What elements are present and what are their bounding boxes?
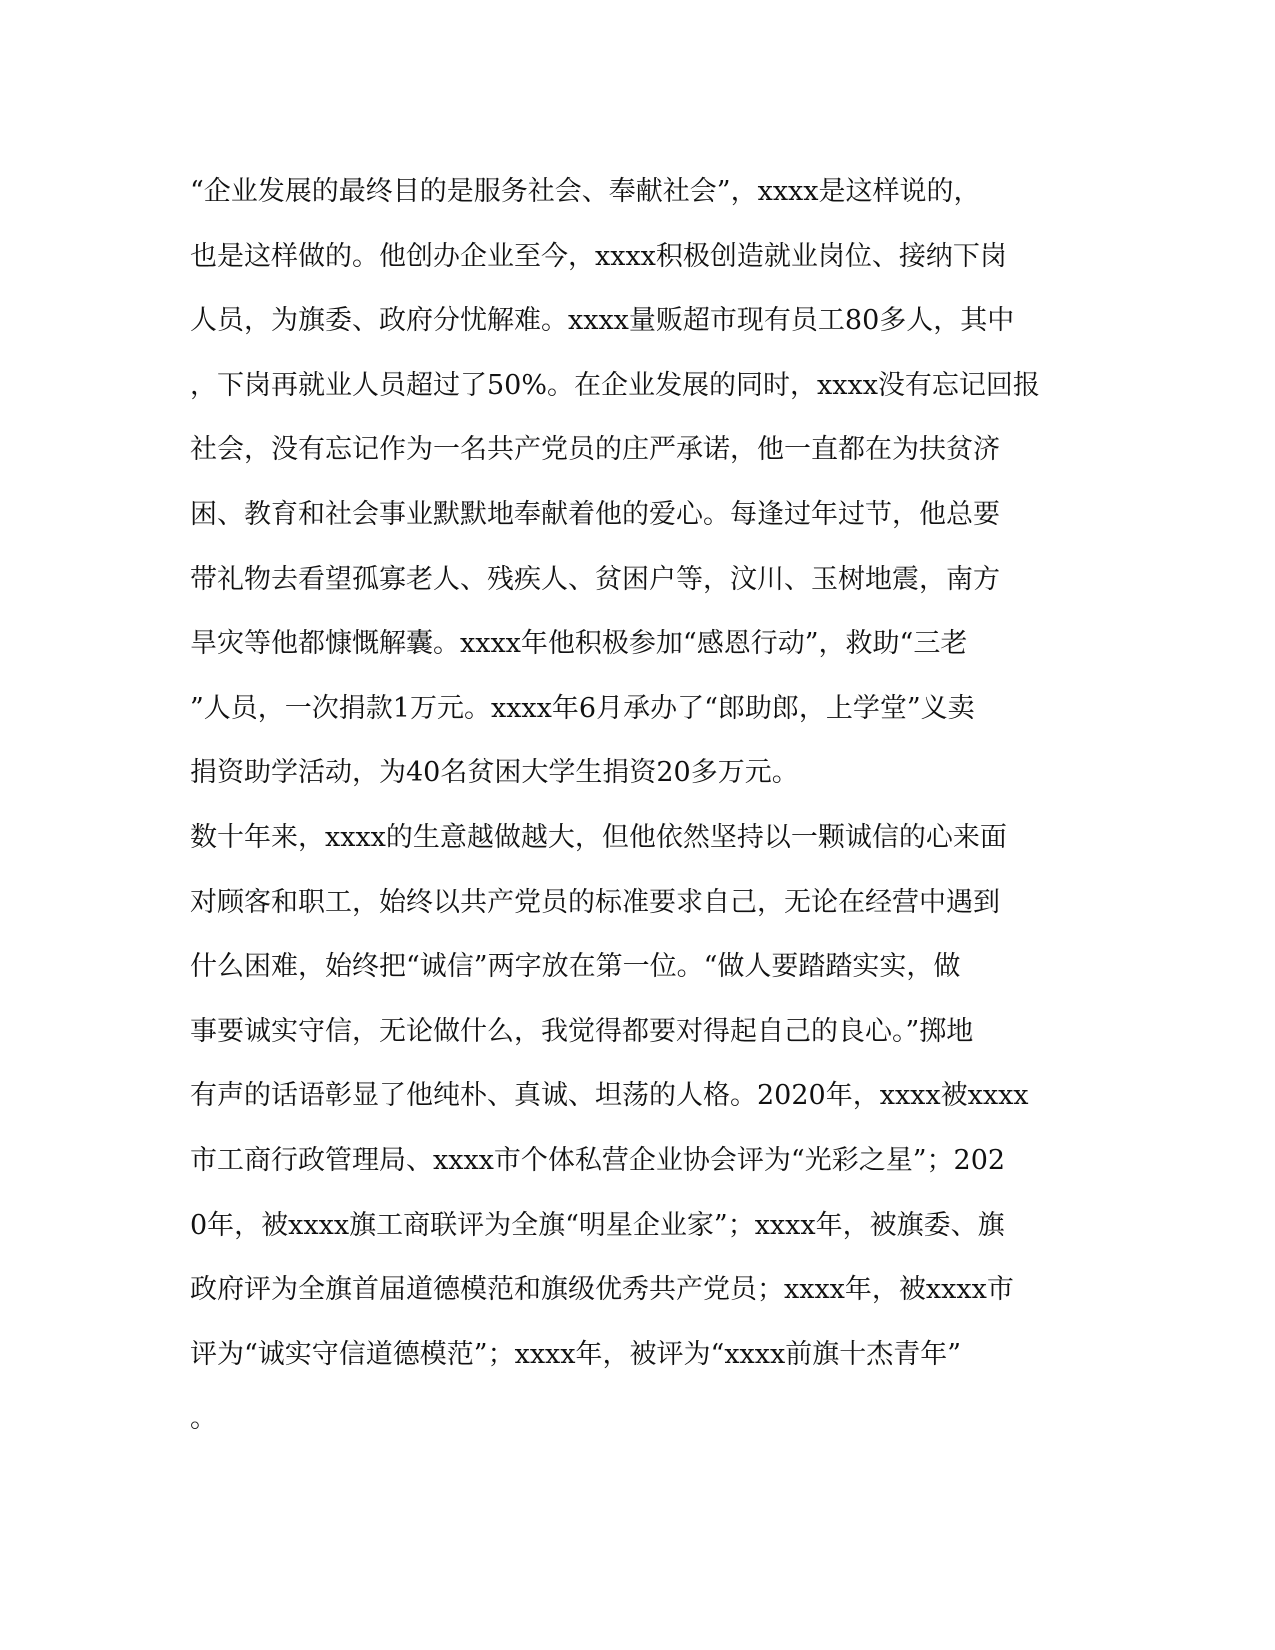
text-line: 什么困难，始终把“诚信”两字放在第一位。“做人要踏踏实实，做: [190, 951, 961, 983]
body-text: [190, 160, 1080, 1452]
text-line: ，下岗再就业人员超过了50%。在企业发展的同时，xxxx没有忘记回报: [190, 369, 1040, 401]
text-line: 数十年来，xxxx的生意越做越大，但他依然坚持以一颗诚信的心来面: [190, 821, 1007, 853]
text-line: 社会，没有忘记作为一名共产党员的庄严承诺，他一直都在为扶贫济: [190, 434, 1000, 466]
text-line: 0年，被xxxx旗工商联评为全旗“明星企业家”；xxxx年，被旗委、旗: [190, 1209, 1005, 1241]
text-line: 评为“诚实守信道德模范”；xxxx年，被评为“xxxx前旗十杰青年”: [190, 1338, 962, 1370]
text-line: 有声的话语彰显了他纯朴、真诚、坦荡的人格。2020年，xxxx被xxxx: [190, 1080, 1029, 1112]
text-line: 人员，为旗委、政府分忧解难。xxxx量贩超市现有员工80多人，其中: [190, 305, 1015, 337]
text-line: ”人员，一次捐款1万元。xxxx年6月承办了“郎助郎，上学堂”义卖: [190, 692, 975, 724]
text-line: 。: [190, 1403, 217, 1435]
text-line: 困、教育和社会事业默默地奉献着他的爱心。每逢过年过节，他总要: [190, 498, 1000, 530]
text-line: 事要诚实守信，无论做什么，我觉得都要对得起自己的良心。”掷地: [190, 1015, 974, 1047]
text-line: 带礼物去看望孤寡老人、残疾人、贫困户等，汶川、玉树地震，南方: [190, 563, 1000, 595]
text-line: 也是这样做的。他创办企业至今，xxxx积极创造就业岗位、接纳下岗: [190, 240, 1007, 272]
text-line: 旱灾等他都慷慨解囊。xxxx年他积极参加“感恩行动”，救助“三老: [190, 628, 968, 660]
paragraph-2: [190, 806, 1080, 1452]
paragraph-1: [190, 160, 1080, 806]
text-line: 对顾客和职工，始终以共产党员的标准要求自己，无论在经营中遇到: [190, 886, 1000, 918]
text-line: 捐资助学活动，为40名贫困大学生捐资20多万元。: [190, 757, 799, 789]
text-line: 市工商行政管理局、xxxx市个体私营企业协会评为“光彩之星”；202: [190, 1144, 1006, 1176]
text-line: 政府评为全旗首届道德模范和旗级优秀共产党员；xxxx年，被xxxx市: [190, 1274, 1014, 1306]
text-line: “企业发展的最终目的是服务社会、奉献社会”，xxxx是这样说的，: [190, 176, 981, 207]
